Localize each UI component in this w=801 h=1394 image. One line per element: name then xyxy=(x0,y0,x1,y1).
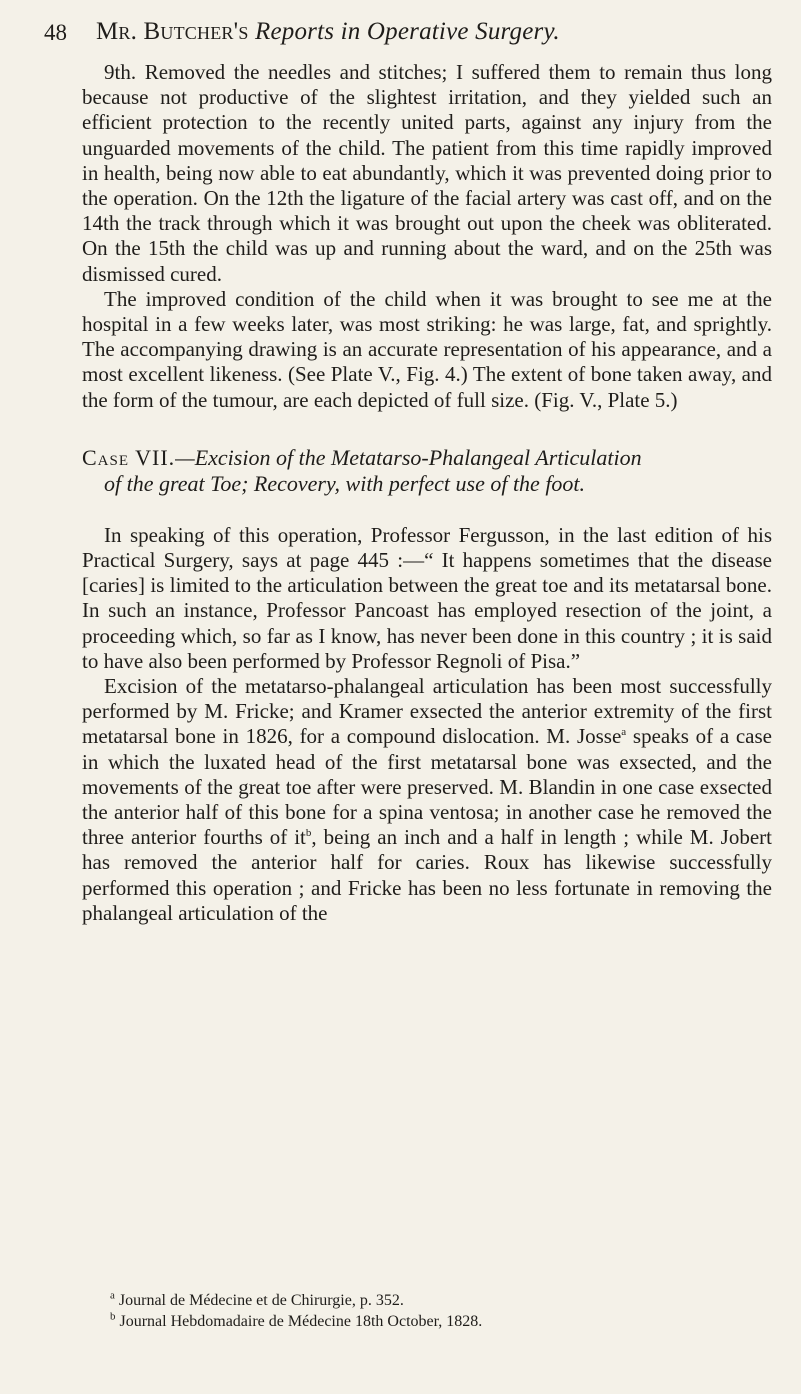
footnote-text: Journal Hebdomadaire de Médecine 18th October, 1828. xyxy=(115,1313,483,1330)
case-title-line2: of the great Toe; Recovery, with perfect use of the foot. xyxy=(104,470,586,496)
excision-text-part3: , being an inch and a half in length ; while M. Jobert has removed the anterior half for caries. Roux has likewise successfully performed this operation ; and Fricke has been no less fortunate in removing the phalangeal articulation of the xyxy=(82,825,773,925)
case-label: Case VII. xyxy=(82,444,176,470)
footnote-b xyxy=(110,1311,760,1332)
footnote-mark: b xyxy=(110,1310,116,1323)
footnote-a xyxy=(110,1290,760,1311)
page-header xyxy=(44,18,741,54)
paragraph-9th-day: 9th. Removed the needles and stitches; I suffered them to remain thus long because not productive of the slightest irritation, and they yielded such an efficient protection to the recently united parts, against any injury from the unguarded movements of the child. The patient from this time rapidly improved in health, being now able to eat abundantly, which it was prevented doing prior to the operation. On the 12th the ligature of the facial artery was cast off, and on the 14th the track through which it was brought out upon the cheek was obliterated. On the 15th the child was up and running about the ward, and on the 25th was dismissed cured. xyxy=(82,60,772,286)
page-body xyxy=(82,60,772,926)
paragraph-fergusson-quote: In speaking of this operation, Professor Fergusson, in the last edition of his Practical Surgery, says at page 445 :—“ It happens sometimes that the disease [caries] is limited to the articulation between the great toe and its metatarsal bone. In such an instance, Professor Pancoast has employed resection of the joint, a proceeding which, so far as I know, has never been done in this country ; it is said to have also been performed by Professor Regnoli of Pisa.” xyxy=(82,522,772,673)
paragraph-excision-history xyxy=(82,674,772,926)
footnote-text: Journal de Médecine et de Chirurgie, p. 352. xyxy=(114,1292,404,1309)
running-head xyxy=(96,18,560,46)
footnote-ref-a: a xyxy=(621,726,627,739)
footnote-mark: a xyxy=(110,1289,115,1302)
page-number: 48 xyxy=(44,20,67,45)
case-title-line1: —Excision of the Metatarso-Phalangeal Articulation xyxy=(175,444,642,470)
paragraph-improved-condition: The improved condition of the child when it was brought to see me at the hospital in a few weeks later, was most striking: he was large, fat, and sprightly. The accompanying drawing is an accurate representation of his appearance, and a most excellent likeness. (See Plate V., Fig. 4.) The extent of bone taken away, and the form of the tumour, are each depicted of full size. (Fig. V., Plate 5.) xyxy=(82,286,772,412)
running-head-title: Reports in Operative Surgery. xyxy=(254,18,560,45)
running-head-author: Mr. Butcher's xyxy=(96,18,249,45)
footnotes xyxy=(110,1290,760,1332)
excision-text-part2: speaks of a case in which the luxated head of the first metatarsal bone was exsected, and the movements of the great toe after were preserved. M. Blandin in one case exsected the anterior half of this bone for a spina ventosa; in another case he removed the three anterior fourths of it xyxy=(82,724,772,850)
excision-text-part1: Excision of the metatarso-phalangeal articulation has been most successfully performed by M. Fricke; and Kramer exsected the anterior extremity of the first metatarsal bone in 1826, for a compound dislocation. M. Josse xyxy=(82,674,772,749)
case-heading xyxy=(82,445,772,497)
footnote-ref-b: b xyxy=(305,827,312,840)
